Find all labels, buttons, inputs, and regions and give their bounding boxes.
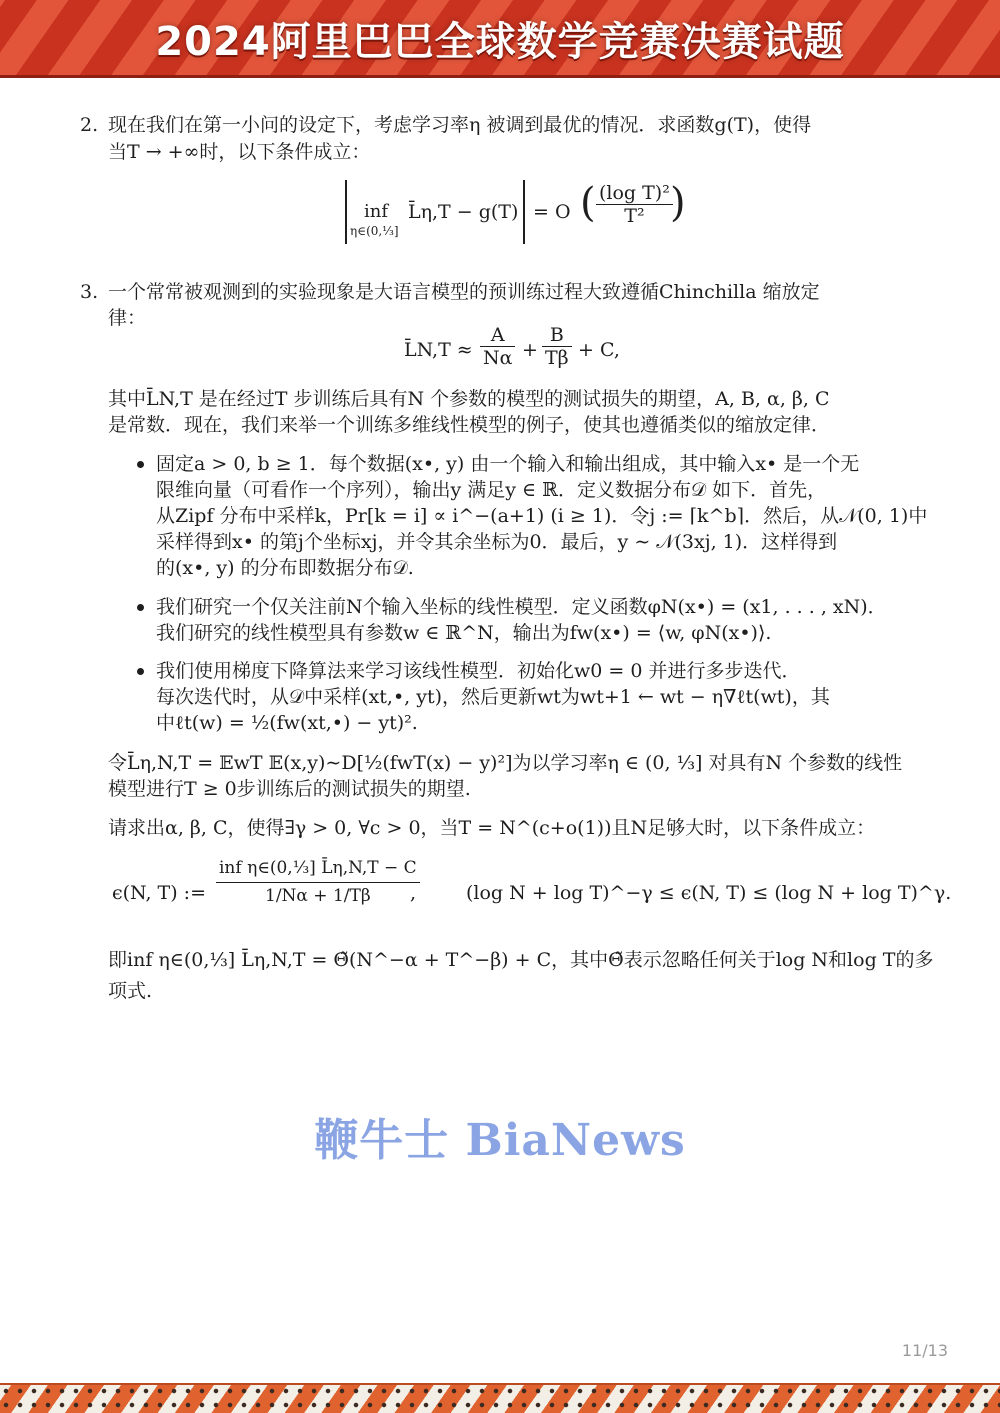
abs-left-bar xyxy=(345,180,347,244)
law-a-numerator: A xyxy=(480,324,515,347)
paragraph-1-line-1: 其中L̄N,T 是在经过T 步训练后具有N 个参数的模型的测试损失的期望，A, B, α, β, C xyxy=(108,388,830,410)
paragraph-3: 请求出α, β, C，使得∃γ > 0, ∀c > 0，当T = N^(c+o(1))且N足够大时，以下条件成立： xyxy=(108,817,876,839)
eq1-denominator: T² xyxy=(624,205,645,227)
law-tail: + C, xyxy=(578,339,620,361)
eq2-comma: , xyxy=(410,882,417,904)
paragraph-4-line-2: 项式. xyxy=(108,980,153,1002)
paragraph-1-line-2: 是常数．现在，我们来举一个训练多维线性模型的例子，使其也遵循类似的缩放定律． xyxy=(108,414,831,436)
bullet-1-line-4: 采样得到x• 的第j个坐标xj，并令其余坐标为0．最后，y ∼ 𝒩(3xj, 1)．这样得到 xyxy=(156,531,838,553)
question-2-number: 2. xyxy=(80,114,99,136)
eq1-paren-left: ( xyxy=(580,180,596,226)
law-term-a xyxy=(480,324,515,369)
abs-right-bar xyxy=(523,180,525,244)
eq1-paren-right: ) xyxy=(670,180,686,226)
law-plus: + xyxy=(522,339,538,361)
law-term-b xyxy=(542,324,572,369)
eq1-fraction xyxy=(596,182,673,227)
bullet-2-line-1: 我们研究一个仅关注前N个输入坐标的线性模型．定义函数φN(x•) = (x1, . . . , xN)． xyxy=(156,596,887,618)
banner-title: 2024阿里巴巴全球数学竞赛决赛试题 xyxy=(155,19,845,65)
law-b-denominator: Tβ xyxy=(545,347,569,369)
bullet-1-line-2: 限维向量（可看作一个序列），输出y 满足y ∈ ℝ．定义数据分布𝒟 如下．首先， xyxy=(156,479,827,501)
law-b-numerator: B xyxy=(542,324,572,347)
question-3-line-1: 一个常常被观测到的实验现象是大语言模型的预训练过程大致遵循Chinchilla 缩放定 xyxy=(108,281,820,303)
bullet-1-line-5: 的(x•, y) 的分布即数据分布𝒟. xyxy=(156,557,414,579)
eq2-fraction xyxy=(216,858,420,906)
bullet-dot xyxy=(137,604,144,611)
eq1-inf: inf xyxy=(364,201,389,222)
paragraph-2-line-2: 模型进行T ≥ 0步训练后的测试损失的期望. xyxy=(108,778,471,800)
question-3-line-2: 律： xyxy=(108,307,147,329)
eq1-left-expression: L̄η,T − g(T) xyxy=(408,201,519,223)
bullet-dot xyxy=(137,461,144,468)
bullet-dot xyxy=(137,668,144,675)
bullet-1-line-1: 固定a > 0, b ≥ 1．每个数据(x•, y) 由一个输入和输出组成，其中输入x• 是一个无 xyxy=(156,453,860,475)
paragraph-4-line-1: 即inf η∈(0,⅓] L̄η,N,T = Θ̃(N^−α + T^−β) + C，其中Θ̃表示忽略任何关于log N和log T的多 xyxy=(108,949,934,971)
eq2-denominator: 1/Nα + 1/Tβ xyxy=(265,886,371,906)
eq2-left: ϵ(N, T) := xyxy=(112,882,206,904)
header-banner xyxy=(0,0,1000,78)
eq1-big-o: = O xyxy=(533,201,571,223)
footer-pattern xyxy=(0,1383,1000,1413)
watermark-logo: 鞭牛士 BiaNews xyxy=(314,1115,686,1166)
eq2-right: (log N + log T)^−γ ≤ ϵ(N, T) ≤ (log N + log T)^γ. xyxy=(466,882,952,904)
paragraph-2-line-1: 令L̄η,N,T = 𝔼wT 𝔼(x,y)∼D[½(fwT(x) − y)²]为以学习率η ∈ (0, ⅓] 对具有N 个参数的线性 xyxy=(108,752,903,774)
bullet-3-line-3: 中ℓt(w) = ½(fw(xt,•) − yt)². xyxy=(156,712,418,734)
eq1-inf-subscript: η∈(0,⅓] xyxy=(350,224,399,238)
eq1-numerator: (log T)² xyxy=(596,182,673,205)
bullet-3-line-1: 我们使用梯度下降算法来学习该线性模型．初始化w0 = 0 并进行多步迭代． xyxy=(156,660,801,682)
bullet-2-line-2: 我们研究的线性模型具有参数w ∈ ℝ^N，输出为fw(x•) = ⟨w, φN(x•)⟩. xyxy=(156,622,772,644)
page-number: 11/13 xyxy=(901,1341,948,1360)
bullet-3-line-2: 每次迭代时，从𝒟中采样(xt,•, yt)，然后更新wt为wt+1 ← wt − η∇ℓt(wt)，其 xyxy=(156,686,830,708)
law-left: L̄N,T ≈ xyxy=(404,339,473,361)
law-a-denominator: Nα xyxy=(483,347,513,369)
question-2-line-1: 现在我们在第一小问的设定下，考虑学习率η 被调到最优的情况．求函数g(T)，使得 xyxy=(108,114,812,136)
bullet-1-line-3: 从Zipf 分布中采样k，Pr[k = i] ∝ i^−(a+1) (i ≥ 1)．令j := ⌈k^b⌉．然后，从𝒩(0, 1)中 xyxy=(156,505,928,527)
eq2-numerator: inf η∈(0,⅓] L̄η,N,T − C xyxy=(216,858,420,883)
question-3-number: 3. xyxy=(80,281,99,303)
question-2-line-2: 当T → +∞时，以下条件成立： xyxy=(108,141,371,163)
